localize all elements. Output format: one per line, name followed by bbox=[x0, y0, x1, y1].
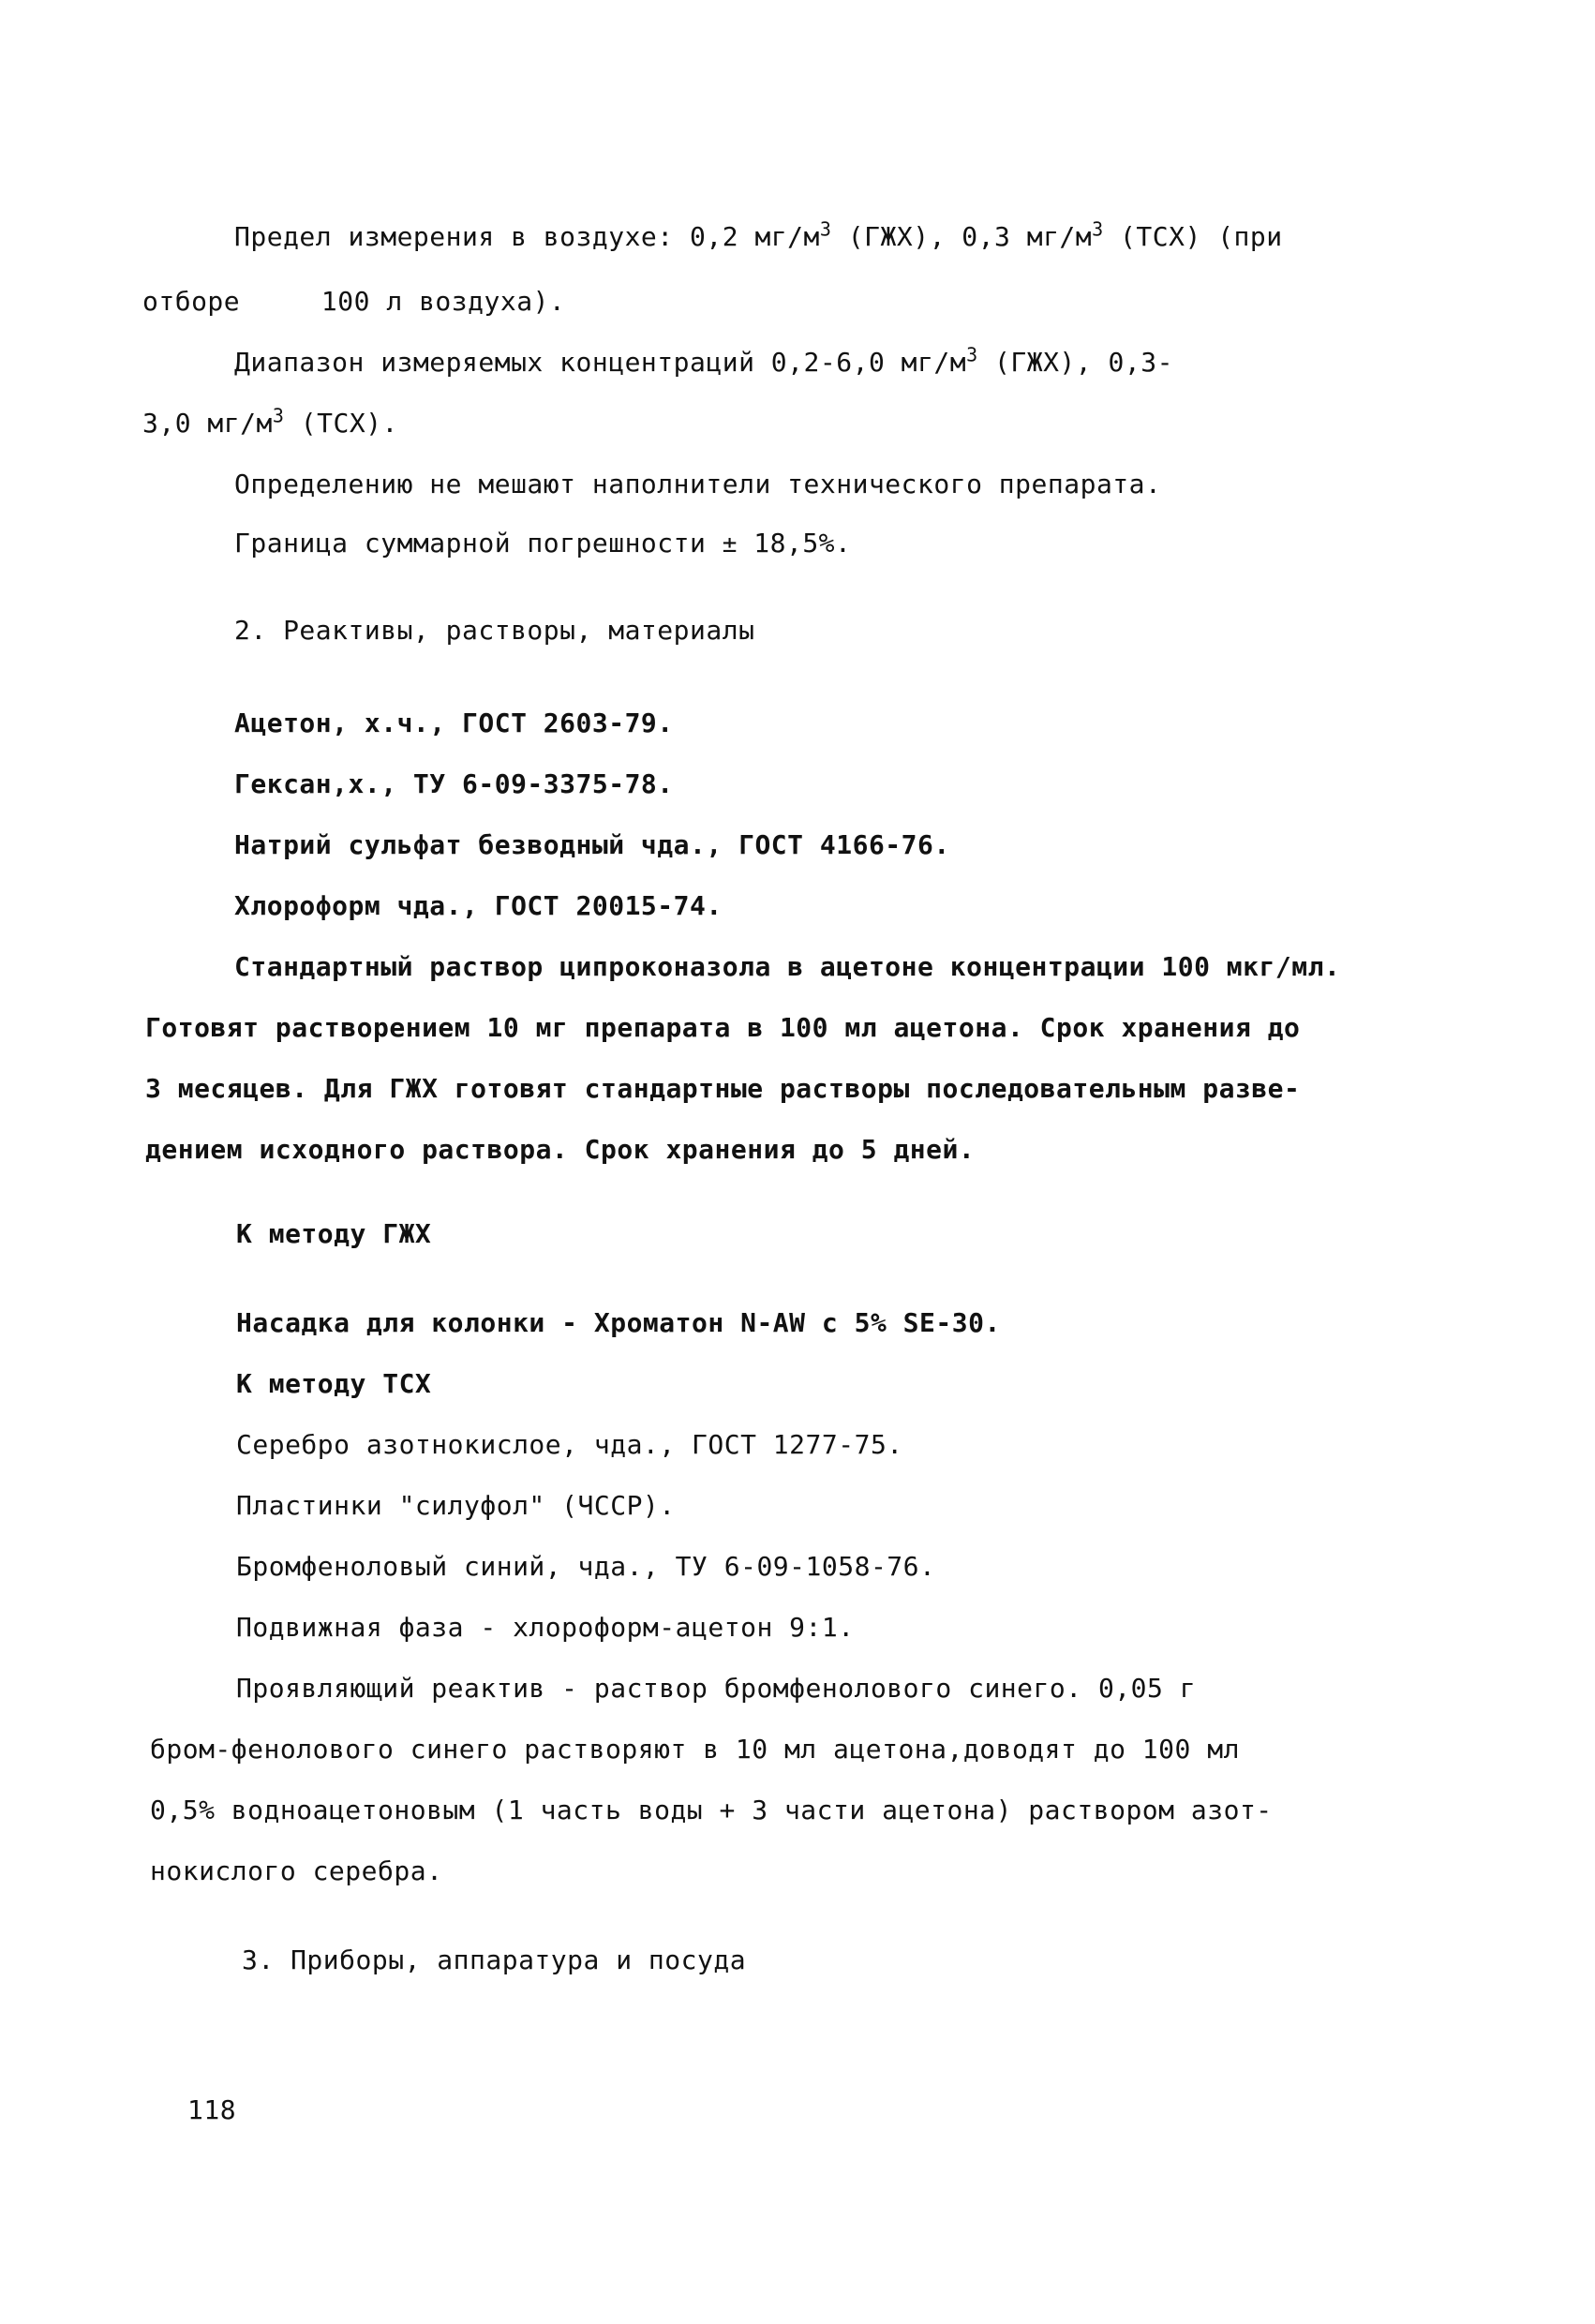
tlc-bromophenol-blue: Бромфеноловый синий, чда., ТУ 6-09-1058-76. bbox=[236, 1551, 936, 1582]
standard-solution-line-3: 3 месяцев. Для ГЖХ готовят стандартные растворы последовательным разве- bbox=[145, 1073, 1301, 1104]
tlc-method-heading: К методу ТСХ bbox=[236, 1368, 432, 1399]
error-limit: Граница суммарной погрешности ± 18,5%. bbox=[234, 528, 852, 559]
concentration-range-line-2: 3,0 $мг/м^3$ (ТСХ). bbox=[142, 404, 398, 439]
measurement-limit-line-1: Предел измерения в воздухе: 0,2 $мг/м^3$ (ГЖХ), 0,3 $мг/м^3$ (ТСХ) (при bbox=[234, 217, 1283, 252]
standard-solution-line-1: Стандартный раствор ципроконазола в ацетоне концентрации 100 мкг/мл. bbox=[234, 951, 1341, 982]
tlc-silufol-plates: Пластинки "силуфол" (ЧССР). bbox=[236, 1490, 676, 1521]
gc-method-heading: К методу ГЖХ bbox=[236, 1218, 432, 1249]
concentration-range-line-1: Диапазон измеряемых концентраций 0,2-6,0 $мг/м^3$ (ГЖХ), 0,3- bbox=[234, 343, 1173, 378]
section-2-heading: 2. Реактивы, растворы, материалы bbox=[234, 615, 755, 646]
standard-solution-line-2: Готовят растворением 10 мг препарата в 100 мл ацетона. Срок хранения до bbox=[145, 1012, 1301, 1043]
fillers-note: Определению не мешают наполнители технического препарата. bbox=[234, 469, 1162, 499]
tlc-mobile-phase: Подвижная фаза - хлороформ-ацетон 9:1. bbox=[236, 1612, 855, 1643]
reagent-acetone: Ацетон, х.ч., ГОСТ 2603-79. bbox=[234, 708, 674, 738]
reagent-chloroform: Хлороформ чда., ГОСТ 20015-74. bbox=[234, 890, 723, 921]
developer-reagent-line-4: нокислого серебра. bbox=[150, 1855, 443, 1886]
developer-reagent-line-3: 0,5% водноацетоновым (1 часть воды + 3 части ацетона) раствором азот- bbox=[150, 1795, 1273, 1825]
developer-reagent-line-2: бром-фенолового синего растворяют в 10 мл ацетона,доводят до 100 мл bbox=[150, 1734, 1240, 1765]
reagent-sodium-sulfate: Натрий сульфат безводный чда., ГОСТ 4166-76. bbox=[234, 829, 950, 860]
measurement-limit-line-2: отборе 100 л воздуха). bbox=[142, 286, 566, 317]
developer-reagent-line-1: Проявляющий реактив - раствор бромфенолового синего. 0,05 г bbox=[236, 1673, 1197, 1704]
tlc-silver-nitrate: Серебро азотнокислое, чда., ГОСТ 1277-75. bbox=[236, 1429, 903, 1460]
standard-solution-line-4: дением исходного раствора. Срок хранения до 5 дней. bbox=[145, 1134, 976, 1165]
section-3-heading: 3. Приборы, аппаратура и посуда bbox=[242, 1944, 747, 1975]
page-number: 118 bbox=[187, 2094, 237, 2125]
gc-column-packing: Насадка для колонки - Хроматон N-AW с 5% SE-30. bbox=[236, 1307, 1001, 1338]
reagent-hexane: Гексан,х., ТУ 6-09-3375-78. bbox=[234, 768, 674, 799]
